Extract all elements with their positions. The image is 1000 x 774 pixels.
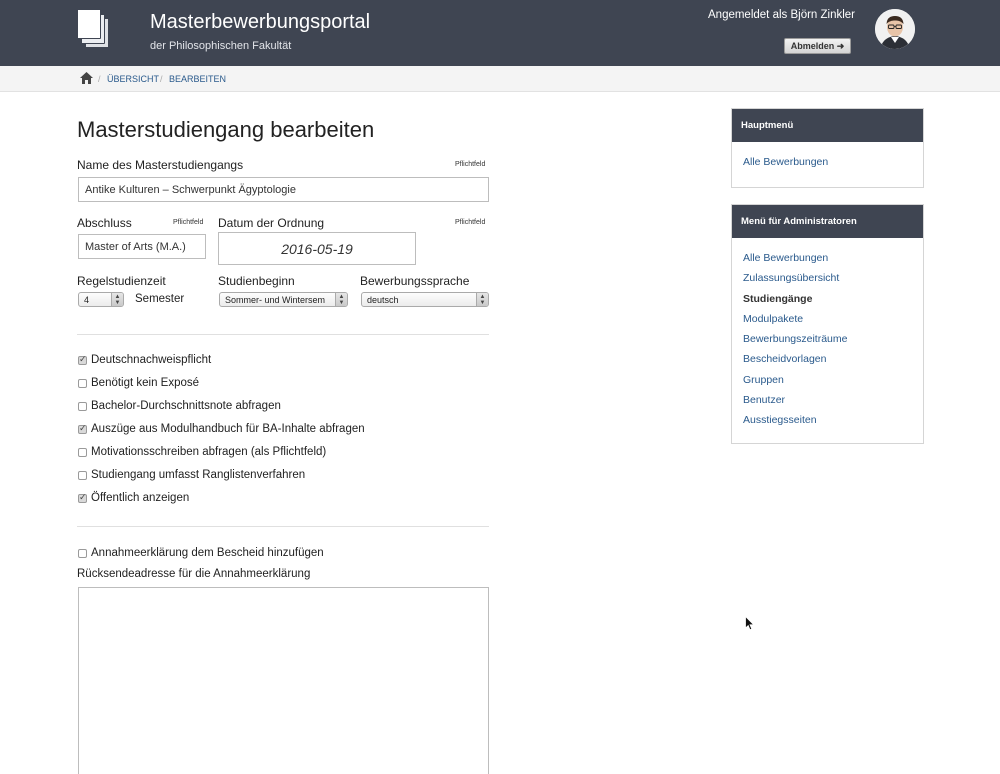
admin-menu-panel (731, 204, 924, 444)
name-field[interactable]: Antike Kulturen – Schwerpunkt Ägyptologie (78, 177, 489, 202)
required-marker: Pflichtfeld (455, 219, 486, 226)
studienbeginn-label: Studienbeginn (218, 274, 295, 288)
checkbox-icon[interactable] (78, 379, 87, 388)
select-arrows-icon: ▲ ▼ (111, 293, 123, 306)
semester-label: Semester (135, 293, 185, 305)
breadcrumb-separator: / (98, 74, 101, 84)
checkbox-label: Annahmeerklärung dem Bescheid hinzufügen (91, 547, 324, 559)
checkbox-oeffentlich[interactable] (78, 492, 189, 504)
checkbox-label: Deutschnachweispflicht (91, 354, 212, 366)
admin-item-zulassungsuebersicht[interactable]: Zulassungsübersicht (743, 272, 840, 284)
breadcrumb-overview[interactable]: ÜBERSICHT (107, 74, 160, 84)
header (0, 0, 1000, 66)
checkbox-ranglistenverfahren[interactable] (78, 469, 305, 481)
admin-item-alle-bewerbungen[interactable]: Alle Bewerbungen (743, 252, 829, 264)
avatar (875, 9, 915, 49)
regelstudienzeit-select[interactable] (78, 292, 124, 307)
breadcrumb-edit[interactable]: BEARBEITEN (169, 74, 227, 84)
checkbox-icon[interactable] (78, 425, 87, 434)
checkbox-motivationsschreiben[interactable] (78, 446, 326, 458)
abschluss-field[interactable]: Master of Arts (M.A.) (78, 234, 206, 259)
checkbox-label: Benötigt kein Exposé (91, 377, 200, 389)
checkbox-icon[interactable] (78, 356, 87, 365)
checkbox-label: Auszüge aus Modulhandbuch für BA-Inhalte abfragen (91, 423, 365, 435)
checkbox-kein-expose[interactable] (78, 377, 199, 389)
select-arrows-icon: ▲ ▼ (476, 293, 488, 306)
main-menu-title: Hauptmenü (732, 109, 923, 142)
checkbox-deutschnachweis[interactable] (78, 354, 211, 366)
breadcrumb-separator: / (160, 74, 163, 84)
abschluss-label: Abschluss (77, 216, 132, 230)
admin-item-benutzer[interactable]: Benutzer (743, 394, 786, 406)
sprache-label: Bewerbungssprache (360, 274, 470, 288)
required-marker: Pflichtfeld (173, 219, 204, 226)
checkbox-annahmeerklaerung[interactable] (78, 547, 324, 559)
admin-item-gruppen[interactable]: Gruppen (743, 374, 784, 386)
site-subtitle: der Philosophischen Fakultät (150, 40, 292, 52)
studienbeginn-value: Sommer- und Wintersem (225, 294, 326, 305)
checkbox-ba-note[interactable] (78, 400, 281, 412)
page-title: Masterstudiengang bearbeiten (77, 117, 375, 142)
documents-logo-icon (77, 9, 111, 49)
datum-label: Datum der Ordnung (218, 216, 325, 230)
admin-item-modulpakete[interactable]: Modulpakete (743, 313, 804, 325)
sprache-select[interactable] (361, 292, 489, 307)
admin-menu-title: Menü für Administratoren (732, 205, 923, 238)
checkbox-icon[interactable] (78, 549, 87, 558)
admin-item-studiengaenge[interactable]: Studiengänge (743, 293, 813, 305)
regelstudienzeit-value: 4 (84, 294, 90, 305)
checkbox-icon[interactable] (78, 471, 87, 480)
required-marker: Pflichtfeld (455, 161, 486, 168)
checkbox-label: Bachelor-Durchschnittsnote abfragen (91, 400, 281, 412)
main-menu-panel (731, 108, 924, 188)
home-icon[interactable] (80, 72, 93, 84)
admin-item-bewerbungszeitraeume[interactable]: Bewerbungszeiträume (743, 333, 848, 345)
divider (77, 526, 489, 527)
checkbox-icon[interactable] (78, 402, 87, 411)
admin-item-ausstiegsseiten[interactable]: Ausstiegsseiten (743, 414, 817, 426)
divider (77, 334, 489, 335)
menu-item-alle-bewerbungen[interactable]: Alle Bewerbungen (743, 156, 829, 168)
checkbox-modulhandbuch[interactable] (78, 423, 365, 435)
breadcrumb (0, 66, 1000, 92)
datum-field[interactable]: 2016-05-19 (218, 232, 416, 265)
admin-item-bescheidvorlagen[interactable]: Bescheidvorlagen (743, 353, 827, 365)
checkbox-label: Studiengang umfasst Ranglistenverfahren (91, 469, 306, 481)
checkbox-label: Motivationsschreiben abfragen (als Pflichtfeld) (91, 446, 327, 458)
name-label: Name des Masterstudiengangs (77, 158, 244, 172)
studienbeginn-select[interactable] (219, 292, 348, 307)
select-arrows-icon: ▲ ▼ (335, 293, 347, 306)
mouse-cursor-icon (745, 616, 755, 631)
logout-button[interactable]: Abmelden ➜ (784, 38, 851, 54)
site-title[interactable]: Masterbewerbungsportal (150, 11, 371, 33)
ruecksende-label: Rücksendeadresse für die Annahmeerklärung (77, 568, 311, 580)
checkbox-icon[interactable] (78, 494, 87, 503)
checkbox-icon[interactable] (78, 448, 87, 457)
checkbox-label: Öffentlich anzeigen (91, 492, 190, 504)
sprache-value: deutsch (367, 294, 399, 305)
regelstudienzeit-label: Regelstudienzeit (77, 274, 166, 288)
login-status: Angemeldet als Björn Zinkler (708, 9, 856, 21)
ruecksende-textarea[interactable] (78, 587, 489, 774)
